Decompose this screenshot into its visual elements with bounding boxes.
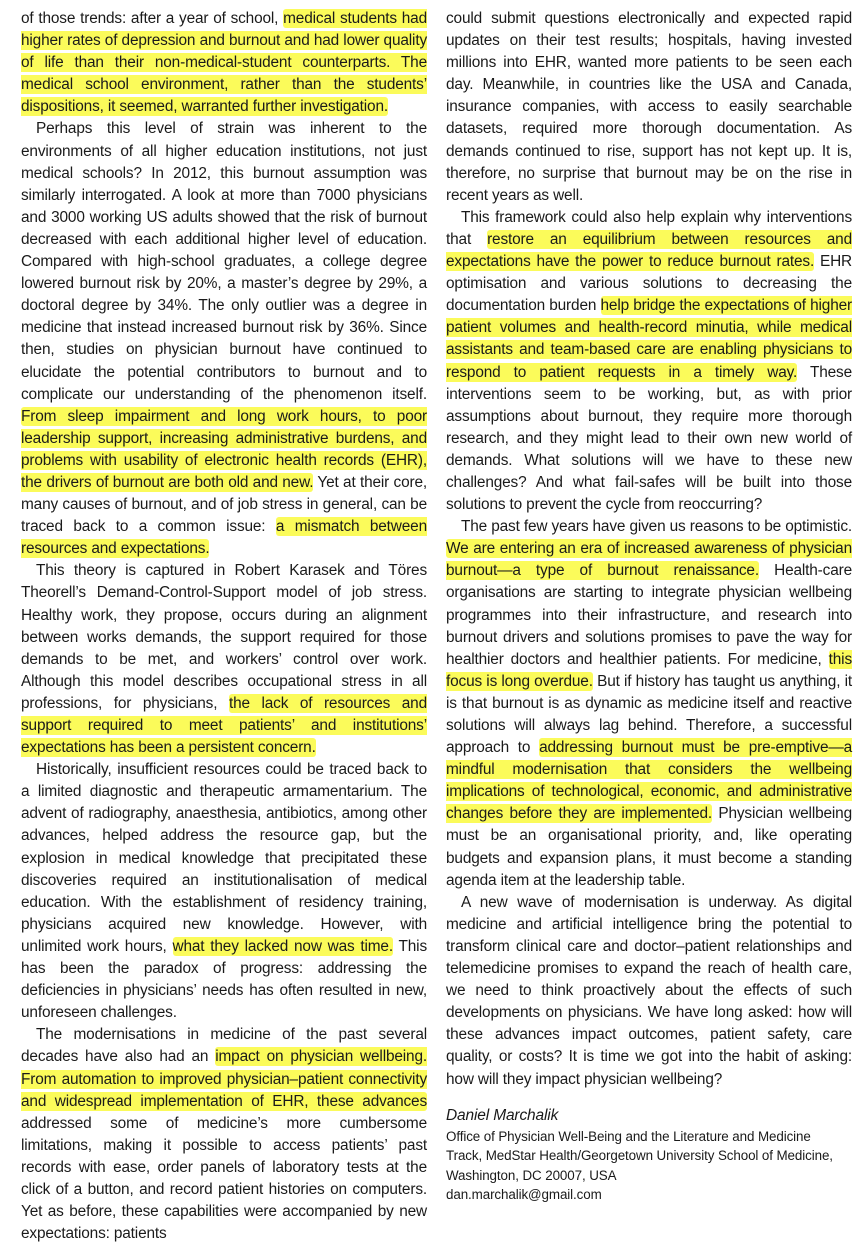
highlighted-text: We are entering an era of increased awareness of physician burnout—a type of burnout renaissance. [446, 540, 852, 580]
text-run: These interventions seem to be working, but, as with prior assumptions about burnout, they require more thorough research, and they might lead to their own new world of demands. What solutions will we have to these new challenges? And what fail-safes will be built into those solutions to prevent the cycle from reoccurring? [446, 363, 852, 514]
text-run: Yet at their core, many causes of burnout, and of job stress in general, can be traced back to a common issue: [21, 473, 427, 536]
text-run: The modernisations in medicine of the past several decades have also had an [21, 1026, 427, 1066]
paragraph [21, 759, 427, 1024]
author-affiliation: Track, MedStar Health/Georgetown University School of Medicine, [446, 1148, 833, 1164]
text-run: EHR optimisation and various solutions to decreasing the documentation burden [446, 253, 852, 315]
author-affiliation: Office of Physician Well-Being and the Literature and Medicine [446, 1128, 811, 1144]
highlighted-text: addressing burnout must be pre-emptive—a mindful modernisation that considers the wellbeing implications of technological, economic, and administrative changes before they are implemented. [446, 739, 853, 823]
text-run: A new wave of modernisation is underway. As digital medicine and artificial intelligence bring the potential to transform clinical care and doctor–patient relationships and telemedicine promises to expand the reach of health care, we need to think proactively about the effects of such developments on physicians. We have long asked: how will these advances impact outcomes, patient safety, care quality, or costs? It is time we got into the habit of asking: how will they impact physician wellbeing? [446, 893, 852, 1088]
highlighted-text: this focus is long overdue. [446, 650, 852, 690]
text-run: Perhaps this level of strain was inherent to the environments of all higher education institutions, not just medical schools? In 2012, this burnout assumption was similarly interrogated. A look at more than 7000 physicians and 3000 working US adults showed that the risk of burnout decreased with each additional higher level of education. Compared with high-school graduates, a college degree lowered burnout risk by 20%, a master’s degree by 29%, a doctoral degree by 34%. The only outlier was a degree in medicine that instead increased burnout risk by 36%. Since then, studies on physician burnout have continued to elucidate the potential contributors to burnout and to complicate our understanding of the phenomenon itself. [21, 120, 427, 403]
text-run: This theory is captured in Robert Karasek and Töres Theorell’s Demand-Control-Support model of job stress. Healthy work, they propose, occurs during an alignment between works demands, the support required for those demands to be met, and workers’ control over work. Although this model describes occupational stress in all professions, for physicians, [21, 562, 427, 712]
text-run: The past few years have given us reasons to be optimistic. [461, 518, 852, 536]
text-run: Historically, insufficient resources could be traced back to a limited diagnostic and therapeutic armamentarium. The advent of radiography, anaesthesia, antibiotics, among other advances, helped address the resource gap, but the explosion in medical knowledge that precipitated these discoveries required an institutionalisation of medical education. With the establishment of residency training, physicians acquired new knowledge. However, with unlimited work hours, [21, 761, 427, 955]
author-name: Daniel Marchalik [446, 1106, 559, 1124]
paragraph [446, 892, 852, 1091]
author-signature [446, 1105, 852, 1205]
highlighted-text: help bridge the expectations of higher patient volumes and health-record minutia, while medical assistants and team-based care are enabling physicians to respond to patient requests in a timely way. [446, 297, 852, 381]
text-run: Health-care organisations are starting to integrate physician wellbeing programmes into their infrastructure, and research into burnout drivers and solutions promises to pave the way for healthier doctors and healthier patients. For medicine, [446, 562, 853, 668]
text-run: Physician wellbeing must be an organisational priority, and, like operating budgets and expansion plans, it must become a standing agenda item at the leadership table. [446, 805, 853, 889]
paragraph [446, 207, 852, 516]
text-run: This has been the paradox of progress: addressing the deficiencies in physicians’ needs has often resulted in new, unforeseen challenges. [21, 937, 427, 1022]
author-address: Washington, DC 20007, USA [446, 1167, 617, 1183]
text-run: This framework could also help explain why interventions that [446, 208, 852, 248]
highlighted-text: what they lacked now was time. [172, 937, 393, 955]
text-run: But if history has taught us anything, it is that burnout is as dynamic as medicine itself and reactive solutions will always lag behind. Therefore, a successful approach to [446, 672, 853, 757]
left-column [21, 8, 427, 1245]
highlighted-text: restore an equilibrium between resources and expectations have the power to reduce burnout rates. [446, 230, 852, 271]
paragraph [446, 8, 852, 207]
text-run: addressed some of medicine’s more cumbersome limitations, making it possible to access patients’ past records with ease, order panels of laboratory tests at the click of a button, and record patient histories on computers. Yet as before, these capabilities were accompanied by new expectations: patients [21, 1114, 427, 1243]
text-run: of those trends: after a year of school, [21, 10, 284, 27]
text-run: could submit questions electronically and expected rapid updates on their test results; hospitals, having invested millions into EHR, wanted more patients to be seen each day. Meanwhile, in countries like the USA and Canada, insurance companies, with access to easily searchable datasets, required more thorough documentation. As demands continued to rise, support has not kept up. It is, therefore, no surprise that burnout may be on the rise in recent years as well. [446, 10, 852, 204]
paragraph [21, 8, 427, 118]
highlighted-text: the lack of resources and support required to meet patients’ and institutions’ expectations has been a persistent concern. [21, 694, 427, 757]
highlighted-text: a mismatch between resources and expectations. [21, 518, 427, 558]
author-email: dan.marchalik@gmail.com [446, 1187, 602, 1203]
right-column [446, 8, 852, 1205]
highlighted-text: From sleep impairment and long work hours, to poor leadership support, increasing administrative burdens, and problems with usability of electronic health records (EHR), the drivers of burnout are both old and new. [21, 407, 427, 491]
paragraph [446, 516, 852, 892]
highlighted-text: medical students had higher rates of depression and burnout and had lower quality of life than their non-medical-student counterparts. The medical school environment, rather than the students’ dispositions, it seemed, warranted further investigation. [21, 10, 427, 116]
highlighted-text: impact on physician wellbeing. From automation to improved physician–patient connectivity and widespread implementation of EHR, these advances [21, 1048, 427, 1110]
paragraph [21, 118, 427, 560]
paragraph [21, 1024, 427, 1245]
paragraph [21, 560, 427, 759]
